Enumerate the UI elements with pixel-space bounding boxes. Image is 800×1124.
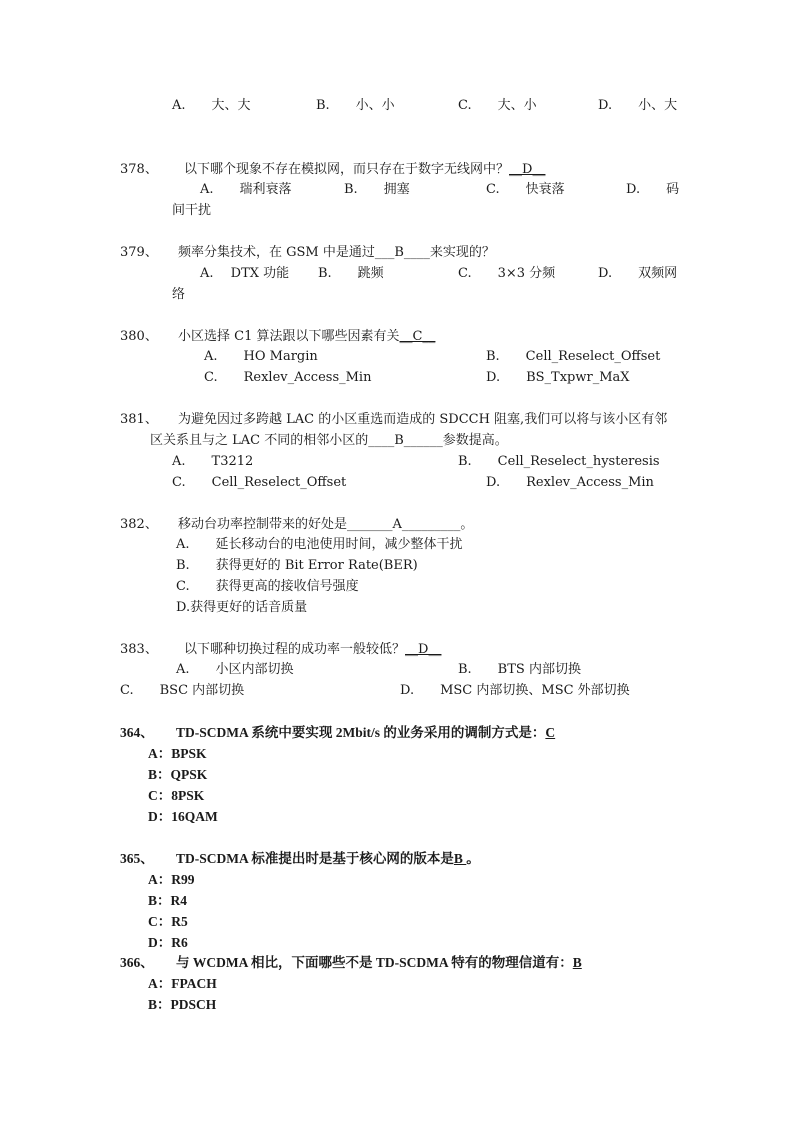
q366-option-b: B：PDSCH bbox=[148, 997, 217, 1012]
option-a: A. DTX 功能 bbox=[200, 266, 290, 281]
option-b: B. Cell_Reselect_hysteresis bbox=[458, 454, 660, 469]
q379-question: 频率分集技术，在 GSM 中是通过___B____来实现的？ bbox=[178, 245, 495, 260]
option-b: B. 小、小 bbox=[316, 98, 395, 113]
option-a: A. HO Margin bbox=[204, 349, 318, 364]
q378-text bbox=[184, 162, 545, 178]
q364-option-a: A：BPSK bbox=[148, 746, 207, 761]
option-d: D. 小、大 bbox=[598, 98, 678, 113]
option-a: A. 瑞利衰落 bbox=[200, 182, 292, 197]
q378-question: 以下哪个现象不存在模拟网，而只存在于数字无线网中？ bbox=[184, 162, 510, 177]
q365-option-d: D：R6 bbox=[148, 935, 188, 950]
q365-question: TD-SCDMA 标准提出时是基于核心网的版本是 bbox=[176, 851, 454, 866]
option-a: A. 大、大 bbox=[172, 98, 251, 113]
option-c: C. 快衰落 bbox=[486, 182, 565, 197]
q365-option-b: B：R4 bbox=[148, 893, 188, 908]
q365-option-c: C：R5 bbox=[148, 914, 188, 929]
q381-line1: 为避免因过多跨越 LAC 的小区重选而造成的 SDCCH 阻塞,我们可以将与该小区有邻 bbox=[178, 412, 668, 427]
option-c: C. Cell_Reselect_Offset bbox=[172, 475, 347, 490]
q366-answer: B bbox=[572, 955, 582, 970]
q382-option-c: C. 获得更高的接收信号强度 bbox=[176, 579, 359, 594]
q380-answer: __C__ bbox=[399, 329, 436, 344]
q365-option-a: A：R99 bbox=[148, 872, 195, 887]
q366-question: 与 WCDMA 相比，下面哪些不是 TD-SCDMA 特有的物理信道有： bbox=[176, 955, 573, 970]
q364-option-b: B：QPSK bbox=[148, 767, 208, 782]
q380-number: 380、 bbox=[120, 329, 158, 344]
q366-text bbox=[176, 955, 582, 971]
q378-options bbox=[0, 182, 800, 278]
q364-answer: C bbox=[545, 725, 556, 740]
q364-option-c: C：8PSK bbox=[148, 788, 205, 803]
option-b: B. 跳频 bbox=[318, 266, 384, 281]
option-b: B. 拥塞 bbox=[344, 182, 410, 197]
prev-question-options bbox=[0, 98, 800, 194]
q364-option-d: D：16QAM bbox=[148, 809, 218, 824]
q366-option-a: A：FPACH bbox=[148, 976, 217, 991]
q365-number: 365、 bbox=[120, 851, 154, 866]
q383-number: 383、 bbox=[120, 642, 158, 657]
q378-answer: __D__ bbox=[509, 162, 546, 177]
option-d: D. Rexlev_Access_Min bbox=[486, 475, 654, 490]
q383-answer: __D__ bbox=[405, 642, 442, 657]
option-c: C. BSC 内部切换 bbox=[120, 683, 245, 698]
option-d: D. 码 bbox=[626, 182, 680, 197]
q364-question: TD-SCDMA 系统中要实现 2Mbit/s 的业务采用的调制方式是： bbox=[176, 725, 546, 740]
q379-number: 379、 bbox=[120, 245, 158, 260]
option-d: D. BS_Txpwr_MaX bbox=[486, 370, 630, 385]
option-c: C. 大、小 bbox=[458, 98, 537, 113]
q378-wrap: 间干扰 bbox=[172, 203, 212, 218]
option-b: B. BTS 内部切换 bbox=[458, 662, 581, 677]
q383-text bbox=[184, 642, 441, 658]
option-c: C. 3×3 分频 bbox=[458, 266, 556, 281]
q381-number: 381、 bbox=[120, 412, 158, 427]
option-d: D. 双频网 bbox=[598, 266, 678, 281]
q365-text bbox=[176, 851, 480, 867]
q382-option-a: A. 延长移动台的电池使用时间，减少整体干扰 bbox=[176, 537, 463, 552]
q365-answer: B bbox=[453, 851, 467, 866]
option-b: B. Cell_Reselect_Offset bbox=[486, 349, 661, 364]
q383-question: 以下哪种切换过程的成功率一般较低？ bbox=[184, 642, 406, 657]
q364-text bbox=[176, 725, 555, 741]
option-a: A. T3212 bbox=[172, 454, 254, 469]
q380-text bbox=[178, 329, 435, 345]
option-c: C. Rexlev_Access_Min bbox=[204, 370, 372, 385]
q364-number: 364、 bbox=[120, 725, 154, 740]
q366-number: 366、 bbox=[120, 955, 154, 970]
q382-question: 移动台功率控制带来的好处是_______A_________。 bbox=[178, 517, 474, 532]
q382-option-d: D.获得更好的话音质量 bbox=[176, 600, 308, 615]
q382-option-b: B. 获得更好的 Bit Error Rate(BER) bbox=[176, 558, 418, 573]
q365-tail: 。 bbox=[466, 851, 480, 866]
option-d: D. MSC 内部切换、MSC 外部切换 bbox=[400, 683, 630, 698]
q381-line2: 区关系且与之 LAC 不同的相邻小区的____B______参数提高。 bbox=[150, 433, 508, 448]
q378-number: 378、 bbox=[120, 162, 158, 177]
q379-wrap: 络 bbox=[172, 287, 186, 302]
q380-question: 小区选择 C1 算法跟以下哪些因素有关 bbox=[178, 329, 400, 344]
option-a: A. 小区内部切换 bbox=[176, 662, 294, 677]
q382-number: 382、 bbox=[120, 517, 158, 532]
q379-options bbox=[0, 266, 800, 362]
